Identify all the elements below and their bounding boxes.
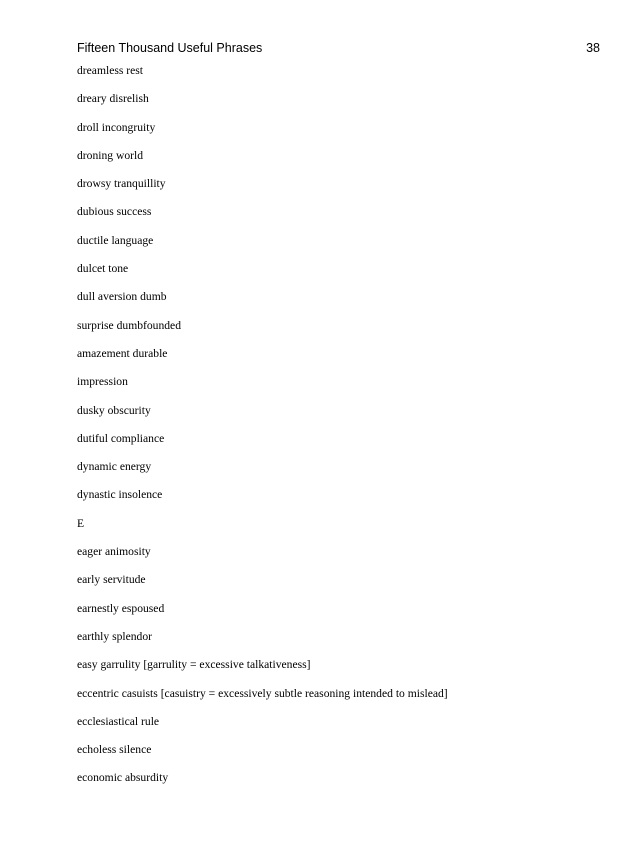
phrase-line: dreamless rest (77, 64, 143, 77)
running-title: Fifteen Thousand Useful Phrases (77, 41, 263, 55)
phrase-line: easy garrulity [garrulity = excessive talkativeness] (77, 658, 311, 672)
page-number: 38 (586, 41, 600, 55)
phrase-line: droning world (77, 148, 144, 162)
phrase-line: echoless silence (77, 743, 152, 757)
phrase-line: surprise dumbfounded (77, 318, 182, 332)
phrase-line: dubious success (77, 205, 152, 219)
phrase-line: ecclesiastical rule (77, 714, 160, 728)
phrase-line: dusky obscurity (77, 403, 151, 417)
phrase-line: droll incongruity (77, 120, 156, 134)
phrase-line: dynamic energy (77, 460, 152, 474)
phrase-line: amazement durable (77, 346, 168, 360)
phrase-line: dulcet tone (77, 262, 129, 276)
phrase-line: dynastic insolence (77, 488, 163, 502)
phrase-line: drowsy tranquillity (77, 177, 166, 191)
phrase-list (77, 64, 600, 800)
phrase-line: eager animosity (77, 545, 151, 559)
phrase-line: eccentric casuists [casuistry = excessively subtle reasoning intended to mislead] (77, 686, 448, 700)
phrase-line: impression (77, 375, 128, 389)
phrase-line: ductile language (77, 233, 154, 247)
phrase-line: economic absurdity (77, 771, 169, 785)
phrase-line: dreary disrelish (77, 92, 149, 106)
phrase-line: earthly splendor (77, 629, 153, 643)
page-header (77, 40, 600, 56)
phrase-line: early servitude (77, 573, 146, 587)
phrase-line: earnestly espoused (77, 601, 165, 615)
phrase-line: dutiful compliance (77, 431, 165, 445)
phrase-line: dull aversion dumb (77, 290, 167, 304)
section-letter: E (77, 516, 85, 530)
